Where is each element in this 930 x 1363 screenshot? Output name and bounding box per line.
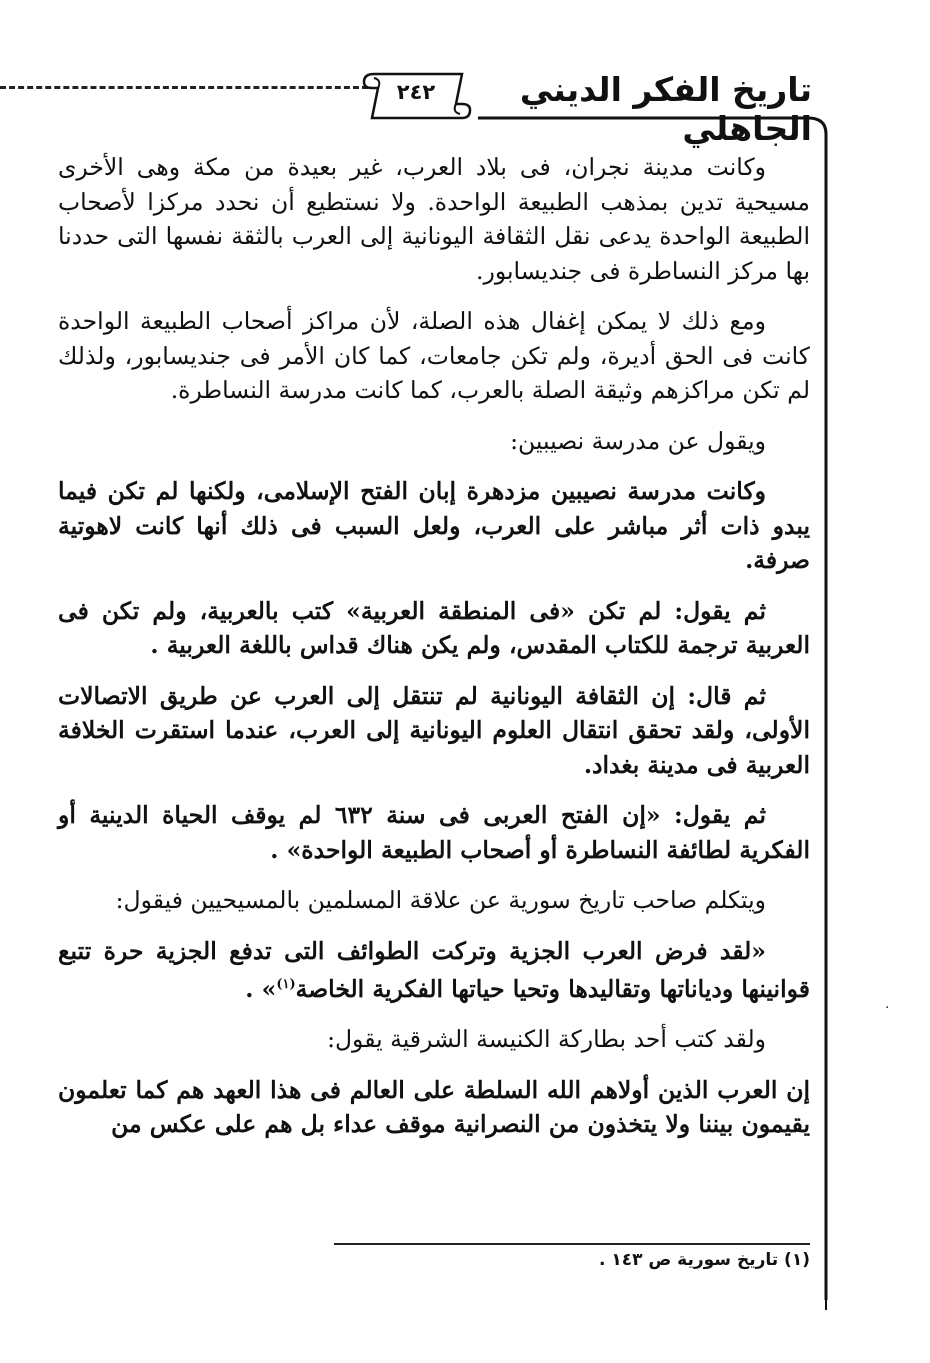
jizya-quote-text: «لقد فرض العرب الجزية وتركت الطوائف التى تدفع الجزية حرة تتبع قوانينها ودياناتها وتقاليدها وتحيا حياتها الفكرية الخاصة [58,936,810,1003]
header-dashed-rule [0,86,368,89]
footnote-rule [334,1243,810,1245]
footnote: (١) تاريخ سورية ص ١٤٣ . [598,1250,810,1270]
paragraph-patriarch-intro: ولقد كتب أحد بطاركة الكنيسة الشرقية يقول: [327,1025,766,1054]
body-text [58,150,810,1158]
quote-end: » . [245,974,277,1003]
running-title: تاريخ الفكر الديني الجاهلي [519,70,812,148]
paragraph-syria-history-intro: ويتكلم صاحب تاريخ سورية عن علاقة المسلمين بالمسيحيين فيقول: [115,886,766,914]
paragraph-greek-culture: ثم قال: إن الثقافة اليونانية لم تنتقل إلى العرب عن طريق الاتصالات الأولى، ولقد تحقق انتقال العلوم اليونانية إلى العرب، عندما استقرت الخلافة العربية فى مدينة بغداد. [58,681,810,779]
paragraph-nisibis: وكانت مدرسة نصيبين مزدهرة إبان الفتح الإسلامى، ولكنها لم تكن فيما يبدو ذات أثر مباشر على العرب، ولعل السبب فى ذلك أنها كانت لاهوتية صرفة. [58,477,810,574]
footnote-marker: (١) [276,977,296,992]
page-number: ٢٤٢ [396,80,436,104]
paragraph-monasteries: ومع ذلك لا يمكن إغفال هذه الصلة، لأن مراكز أصحاب الطبيعة الواحدة كانت فى الحق أديرة، ولم تكن جامعات، كما كان الأمر فى جنديسابور، ولذلك لم تكن مراكزهم وثيقة الصلة بالعرب، كما كانت مدرسة النساطرة. [58,307,810,404]
paragraph-arab-conquest: ثم يقول: «إن الفتح العربى فى سنة ٦٣٢ لم يوقف الحياة الدينية أو الفكرية لطائفة النساطرة أو أصحاب الطبيعة الواحدة» . [58,801,810,864]
paragraph-nisibis-intro: ويقول عن مدرسة نصيبين: [510,426,766,455]
paragraph-jizya-quote [58,934,810,1007]
paragraph-no-arabic-bible: ثم يقول: لم تكن «فى المنطقة العربية» كتب بالعربية، ولم تكن فى العربية ترجمة للكتاب المقدس، ولم يكن هناك قداس باللغة العربية . [58,596,810,659]
margin-mark: · [885,1000,890,1016]
paragraph-najran: وكانت مدينة نجران، فى بلاد العرب، غير بعيدة من مكة وهى الأخرى مسيحية تدين بمذهب الطبيعة الواحدة. ولا نستطيع أن نحدد مركزا لأصحاب الطبيعة الواحدة يدعى نقل الثقافة اليونانية إلى العرب بالثقة نفسها التى حددنا بها مركز النساطرة فى جنديسابور. [58,153,810,285]
paragraph-patriarch-quote: إن العرب الذين أولاهم الله السلطة على العالم فى هذا العهد هم كما تعلمون يقيمون بيننا ولا يتخذون من النصرانية موقف عداء بل هم على عكس من [58,1075,810,1139]
